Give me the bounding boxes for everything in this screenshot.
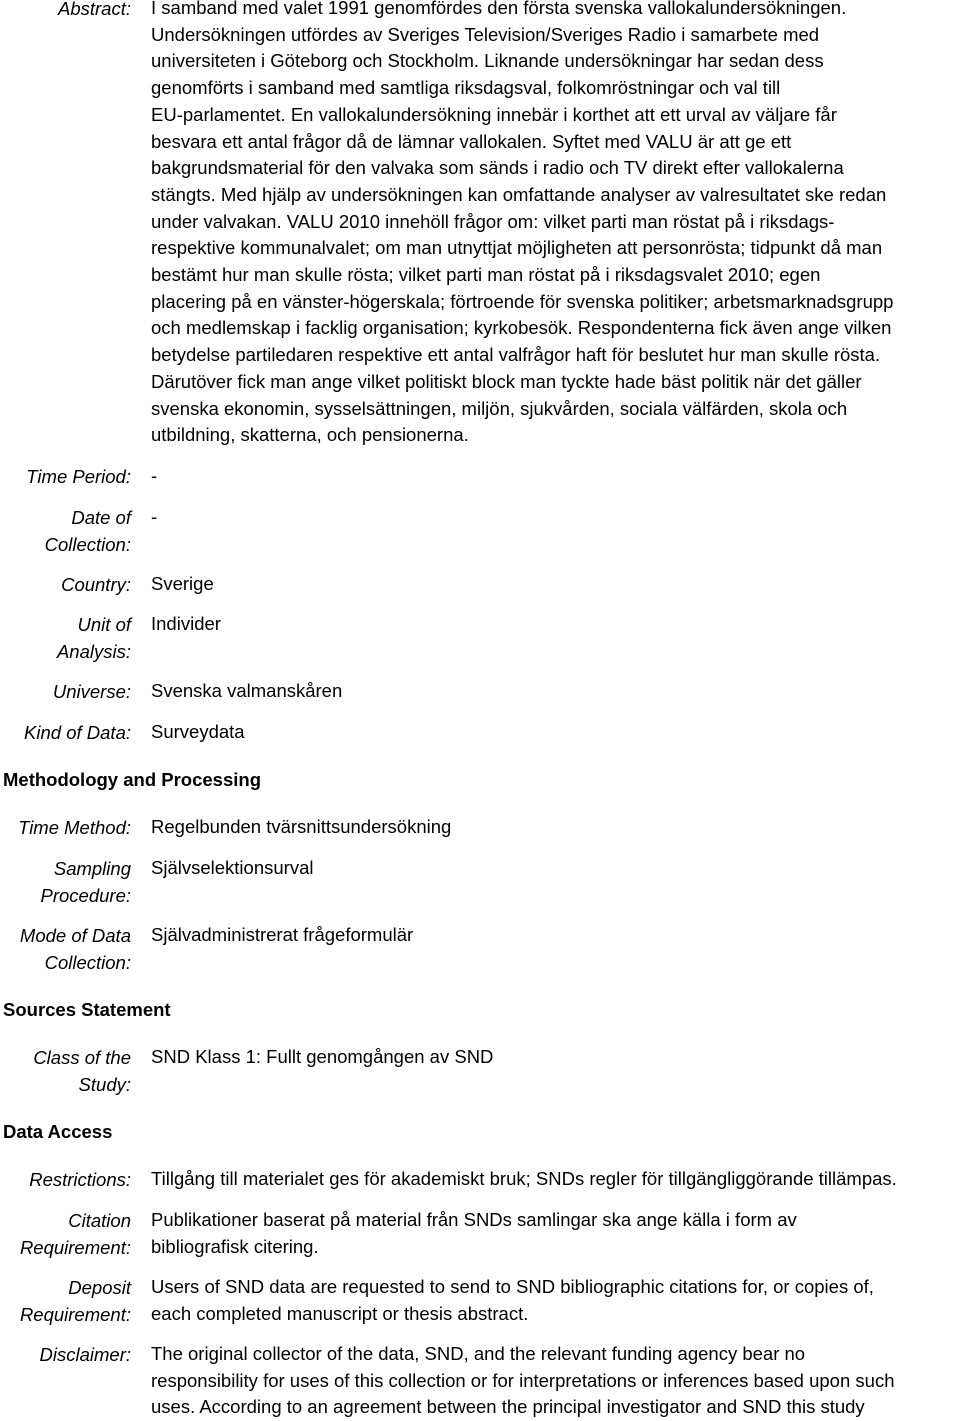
date-of-collection-value: - (151, 506, 158, 527)
methodology-heading: Methodology and Processing (3, 769, 261, 790)
class-of-study-label: Class of the Study: (33, 1047, 131, 1095)
class-of-study-value: SND Klass 1: Fullt genomgången av SND (151, 1046, 494, 1067)
kind-of-data-label: Kind of Data: (24, 722, 131, 743)
disclaimer-value: The original collector of the data, SND, and the relevant funding agency bear no responsibility for uses of this collection or for interpretations or inferences based upon such uses. According to an agreement between the principal investigator and SND this study (151, 1343, 895, 1418)
mode-of-collection-value: Självadministrerat frågeformulär (151, 924, 414, 945)
data-access-heading: Data Access (3, 1121, 113, 1142)
kind-of-data-value: Surveydata (151, 721, 245, 742)
citation-requirement-label: Citation Requirement: (19, 1210, 131, 1258)
time-period-label: Time Period: (26, 466, 131, 487)
mode-of-collection-label: Mode of Data Collection: (19, 925, 131, 973)
unit-of-analysis-value: Individer (151, 613, 221, 634)
date-of-collection-label: Date of Collection: (44, 507, 131, 555)
abstract-label: Abstract: (58, 0, 131, 19)
restrictions-value: Tillgång till materialet ges för akademiskt bruk; SNDs regler för tillgängliggörande tillämpas. (151, 1168, 897, 1189)
disclaimer-label: Disclaimer: (39, 1344, 131, 1365)
country-label: Country: (61, 574, 131, 595)
universe-label: Universe: (52, 681, 131, 702)
deposit-requirement-label: Deposit Requirement: (19, 1277, 131, 1325)
time-period-value: - (151, 465, 158, 486)
universe-value: Svenska valmanskåren (151, 680, 343, 701)
sources-heading: Sources Statement (3, 999, 171, 1020)
time-method-label: Time Method: (18, 817, 131, 838)
restrictions-label: Restrictions: (29, 1169, 131, 1190)
sampling-procedure-label: Sampling Procedure: (40, 858, 131, 906)
abstract-text: I samband med valet 1991 genomfördes den första svenska vallokalundersökningen. Undersökningen utfördes av Sveriges Television/Sveriges Radio i samarbete med universiteten i Göteborg och Stockholm. Liknande undersökningar har sedan dess genomförts i samband med samtliga riksdagsval, folkomröstningar och val till EU-parlamentet. En vallokalundersökning innebär i korthet att ett urval av väljare får besvara ett antal frågor då de lämnar vallokalen. Syftet med VALU är att ge ett bakgrundsmaterial för den valvaka som sänds i radio och TV direkt efter vallokalerna stängts. Med hjälp av undersökningen kan omfattande analyser av valresultatet ske redan under valvakan. VALU 2010 innehöll frågor om: vilket parti man röstat på i riksdags- respektive kommunalvalet; om man utnyttjat möjligheten att personrösta; tidpunkt då man bestämt hur man skulle rösta; vilket parti man röstat på i riksdagsvalet 2010; egen placering på en vänster-högerskala; förtroende för svenska politiker; arbetsmarknadsgrupp och medlemskap i facklig organisation; kyrkobesök. Respondenterna fick även ange vilken betydelse partiledaren respektive ett antal valfrågor haft för beslutet hur man skulle rösta. Därutöver fick man ange vilket politiskt block man tyckte hade bäst politik när det gäller svenska ekonomin, sysselsättningen, miljön, sjukvården, sociala välfärden, skola och utbildning, skatterna, och pensionerna. (151, 0, 894, 446)
country-value: Sverige (151, 573, 214, 594)
sampling-procedure-value: Självselektionsurval (151, 857, 314, 878)
unit-of-analysis-label: Unit of Analysis: (56, 614, 131, 662)
deposit-requirement-value: Users of SND data are requested to send to SND bibliographic citations for, or copies of, each completed manuscript or thesis abstract. (151, 1276, 874, 1324)
citation-requirement-value: Publikationer baserat på material från SNDs samlingar ska ange källa i form av bibliografisk citering. (151, 1209, 797, 1257)
time-method-value: Regelbunden tvärsnittsundersökning (151, 816, 452, 837)
